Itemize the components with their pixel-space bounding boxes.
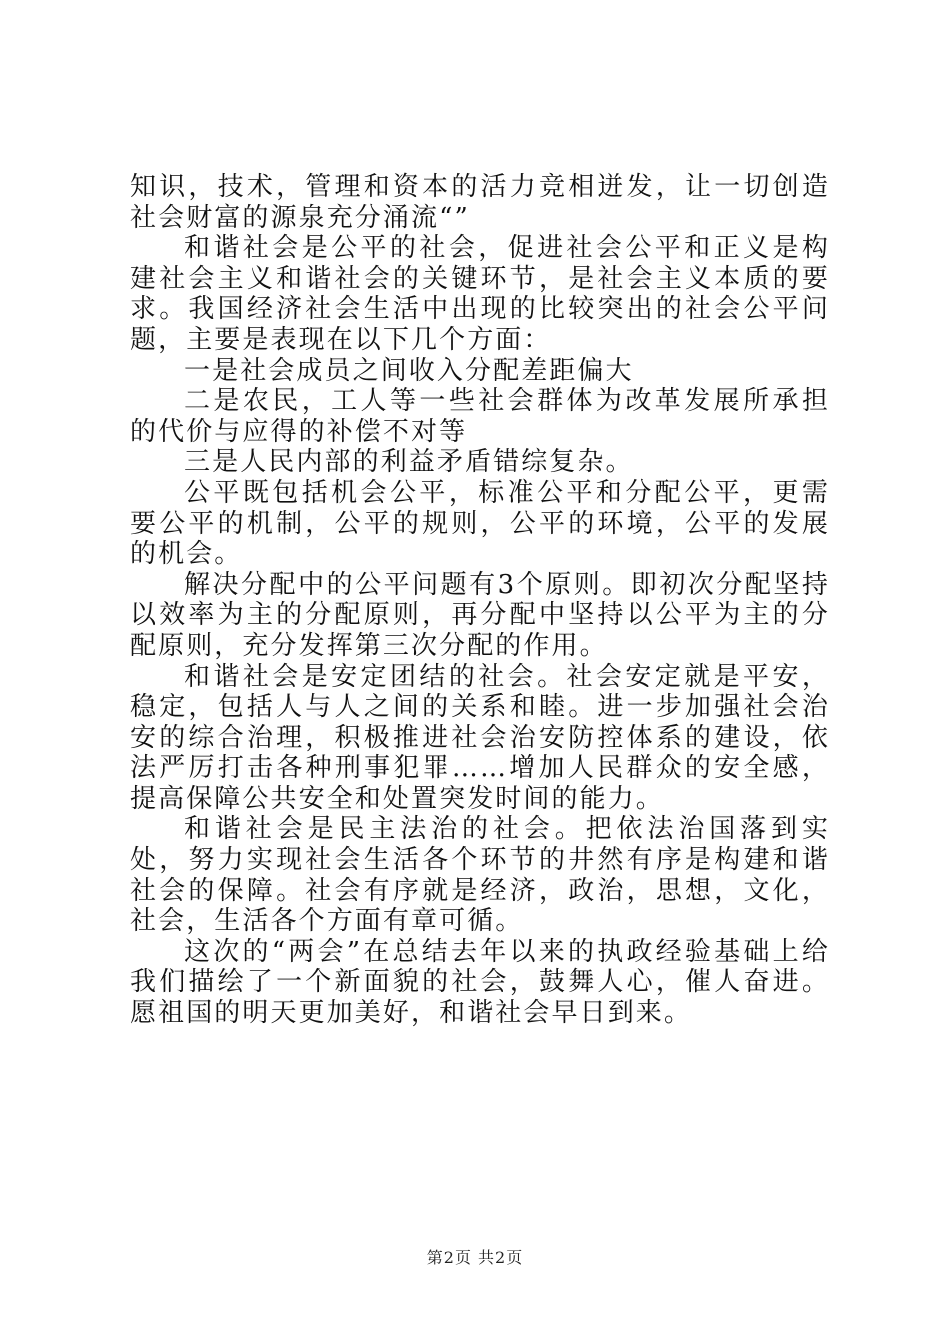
paragraph-9: 和谐社会是民主法治的社会。把依法治国落到实处，努力实现社会生活各个环节的井然有序是构建和谐社会的保障。社会有序就是经济，政治，思想，文化，社会，生活各个方面有章可循。	[130, 814, 830, 937]
page-footer: 第2页 共2页	[426, 1248, 524, 1267]
paragraph-1: 知识，技术，管理和资本的活力竞相迸发，让一切创造社会财富的源泉充分涌流“”	[130, 172, 830, 233]
paragraph-7: 解决分配中的公平问题有3个原则。即初次分配坚持以效率为主的分配原则，再分配中坚持以公平为主的分配原则，充分发挥第三次分配的作用。	[130, 569, 830, 661]
paragraph-4: 二是农民，工人等一些社会群体为改革发展所承担的代价与应得的补偿不对等	[130, 386, 830, 447]
paragraph-3: 一是社会成员之间收入分配差距偏大	[184, 355, 634, 386]
paragraph-2: 和谐社会是公平的社会，促进社会公平和正义是构建社会主义和谐社会的关键环节，是社会主义本质的要求。我国经济社会生活中出现的比较突出的社会公平问题，主要是表现在以下几个方面：	[130, 233, 830, 355]
paragraph-5: 三是人民内部的利益矛盾错综复杂。	[184, 447, 634, 478]
paragraph-6: 公平既包括机会公平，标准公平和分配公平，更需要公平的机制，公平的规则，公平的环境，公平的发展的机会。	[130, 477, 830, 570]
paragraph-10: 这次的“两会”在总结去年以来的执政经验基础上给我们描绘了一个新面貌的社会，鼓舞人心，催人奋进。愿祖国的明天更加美好，和谐社会早日到来。	[130, 936, 830, 1029]
document-body	[130, 172, 830, 1029]
paragraph-8: 和谐社会是安定团结的社会。社会安定就是平安，稳定，包括人与人之间的关系和睦。进一步加强社会治安的综合治理，积极推进社会治安防控体系的建设，依法严厉打击各种刑事犯罪……增加人民群众的安全感，提高保障公共安全和处置突发时间的能力。	[130, 661, 830, 814]
